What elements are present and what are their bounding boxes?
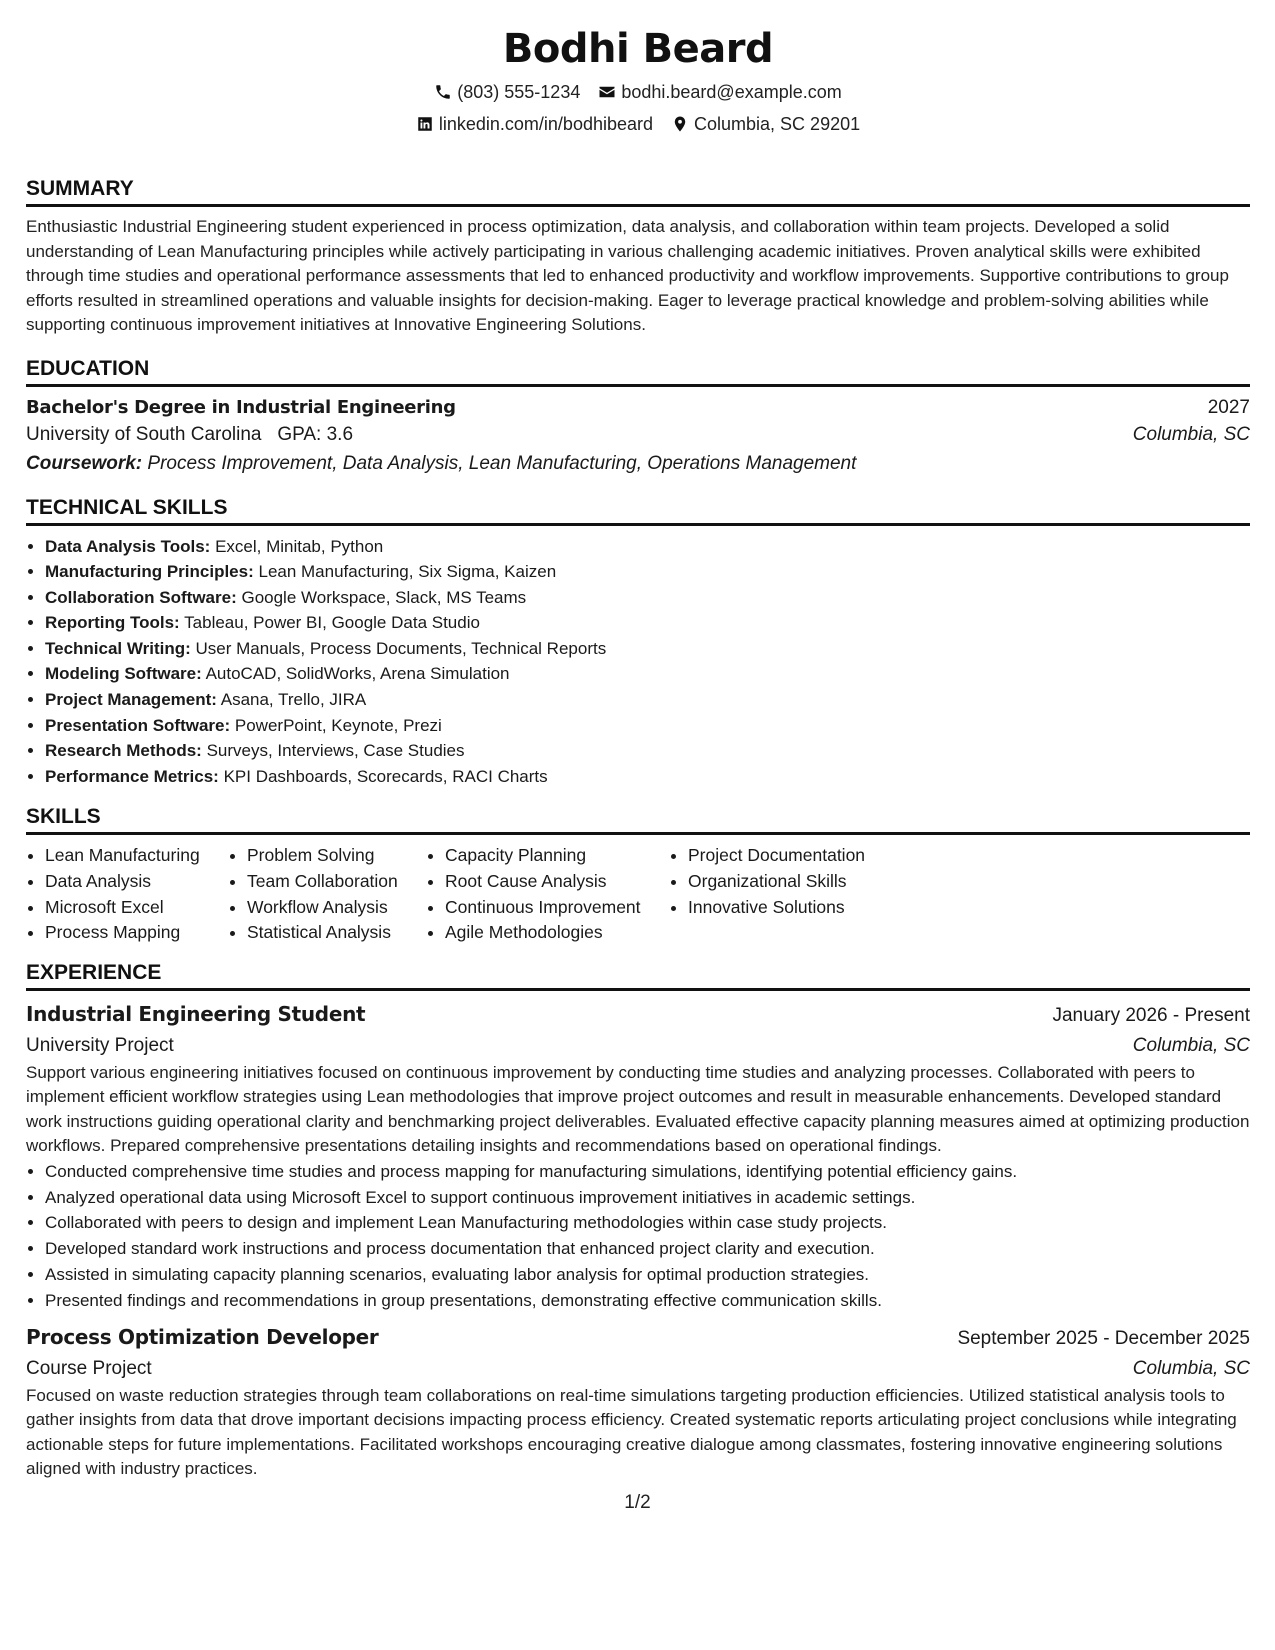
list-item: • Process Mapping — [45, 920, 228, 946]
list-item: • Organizational Skills — [688, 869, 988, 895]
job-title: Process Optimization Developer — [26, 1324, 379, 1349]
job-dates: September 2025 - December 2025 — [957, 1327, 1250, 1349]
school-location: Columbia, SC — [1132, 423, 1250, 445]
skill-label: Technical Writing: — [45, 638, 191, 658]
coursework — [26, 449, 1250, 479]
list-item: • Presented findings and recommendations in group presentations, demonstrating effective communication skills. — [45, 1288, 1250, 1314]
experience-heading: EXPERIENCE — [26, 960, 1250, 991]
list-item: • Lean Manufacturing — [45, 843, 228, 869]
skill-value: Lean Manufacturing, Six Sigma, Kaizen — [258, 562, 557, 582]
skill-label: Reporting Tools: — [45, 613, 180, 633]
job-org: Course Project — [26, 1357, 152, 1379]
job-title: Industrial Engineering Student — [26, 1001, 366, 1026]
summary-heading: SUMMARY — [26, 176, 1250, 207]
linkedin-contact[interactable] — [416, 112, 653, 136]
phone-icon — [434, 83, 452, 101]
skill-label: Collaboration Software: — [45, 587, 237, 607]
list-item — [45, 559, 1250, 585]
skills-grid — [26, 843, 1250, 945]
skill-value: Surveys, Interviews, Case Studies — [206, 741, 465, 761]
list-item: • Project Documentation — [688, 843, 988, 869]
degree-row — [26, 395, 1250, 421]
skill-label: Modeling Software: — [45, 664, 202, 684]
job-org: University Project — [26, 1034, 174, 1056]
graduation-year: 2027 — [1207, 396, 1250, 418]
list-item — [45, 610, 1250, 636]
linkedin-icon — [416, 115, 434, 133]
skill-value: User Manuals, Process Documents, Technical Reports — [195, 638, 607, 658]
list-item: • Workflow Analysis — [247, 895, 426, 921]
skill-value: AutoCAD, SolidWorks, Arena Simulation — [205, 664, 510, 684]
list-item: • Statistical Analysis — [247, 920, 426, 946]
skill-value: Asana, Trello, JIRA — [220, 690, 367, 710]
skill-label: Performance Metrics: — [45, 766, 219, 786]
skill-value: PowerPoint, Keynote, Prezi — [234, 715, 442, 735]
list-item: • Developed standard work instructions and process documentation that enhanced project clarity and execution. — [45, 1236, 1250, 1262]
list-item — [45, 687, 1250, 713]
list-item: • Data Analysis — [45, 869, 228, 895]
list-item: • Agile Methodologies — [445, 920, 669, 946]
list-item: • Problem Solving — [247, 843, 426, 869]
skill-value: Excel, Minitab, Python — [215, 536, 384, 556]
job-description: Support various engineering initiatives focused on continuous improvement by conducting time studies and analyzing processes. Collaborated with peers to implement efficient workflow strategies using Lean methodologies that improve project outcomes and result in measurable enhancements. Developed standard work instructions guiding operational clarity and benchmarking project deliverables. Evaluated effective capacity planning measures aimed at optimizing production workflows. Prepared comprehensive presentations detailing insights and recommendations based on operational findings. — [26, 1062, 1250, 1156]
gpa: GPA: 3.6 — [277, 423, 354, 445]
skills-heading: SKILLS — [26, 804, 1250, 835]
list-item: • Conducted comprehensive time studies and process mapping for manufacturing simulations, identifying potential efficiency gains. — [45, 1159, 1250, 1185]
list-item: • Continuous Improvement — [445, 895, 669, 921]
job-description: Focused on waste reduction strategies through team collaborations on real-time simulations targeting production efficiencies. Utilized statistical analysis tools to gather insights from data that drove important decisions impacting process efficiency. Created systematic reports articulating project conclusions while integrating actionable steps for future implementations. Facilitated workshops encouraging creative dialogue among classmates, fostering innovative engineering solutions aligned with industry practices. — [26, 1385, 1237, 1479]
skill-label: Presentation Software: — [45, 715, 231, 735]
job-bullets — [26, 1159, 1250, 1314]
skill-label: Project Management: — [45, 690, 217, 710]
skill-value: KPI Dashboards, Scorecards, RACI Charts — [223, 766, 548, 786]
list-item — [45, 764, 1250, 790]
job-header — [26, 1322, 1250, 1354]
job-entry — [26, 999, 1250, 1314]
skills-column-2 — [228, 843, 426, 945]
summary-text: Enthusiastic Industrial Engineering student experienced in process optimization, data analysis, and collaboration within team projects. Developed a solid understanding of Lean Manufacturing principles while actively participating in various challenging academic initiatives. Proven analytical skills were exhibited through time studies and operational performance assessments that led to enhanced productivity and workflow improvements. Supportive contributions to group efforts resulted in streamlined operations and valuable insights for decision-making. Eager to leverage practical knowledge and problem-solving abilities while supporting continuous improvement initiatives at Innovative Engineering Solutions. — [26, 217, 1229, 334]
skills-column-3 — [426, 843, 669, 945]
list-item — [45, 534, 1250, 560]
list-item — [45, 713, 1250, 739]
list-item — [45, 661, 1250, 687]
technical-skills-heading: TECHNICAL SKILLS — [26, 495, 1250, 526]
coursework-label: Coursework: — [26, 452, 143, 474]
skill-label: Data Analysis Tools: — [45, 536, 211, 556]
phone-contact — [434, 80, 580, 104]
list-item: • Root Cause Analysis — [445, 869, 669, 895]
job-dates: January 2026 - Present — [1052, 1004, 1250, 1026]
skill-label: Manufacturing Principles: — [45, 562, 254, 582]
school-name: University of South Carolina — [26, 423, 262, 445]
degree-name: Bachelor's Degree in Industrial Engineering — [26, 396, 456, 418]
email-text: bodhi.beard@example.com — [621, 82, 842, 102]
phone-text: (803) 555-1234 — [457, 82, 581, 102]
technical-skills-list — [26, 534, 1250, 790]
job-entry — [26, 1322, 1250, 1482]
skill-value: Google Workspace, Slack, MS Teams — [241, 587, 527, 607]
job-org-row — [26, 1031, 1250, 1061]
technical-skills-section — [26, 495, 1250, 790]
skills-column-1 — [26, 843, 228, 945]
contact-line-1 — [26, 80, 1250, 104]
linkedin-text: linkedin.com/in/bodhibeard — [438, 114, 654, 134]
map-pin-icon — [671, 115, 689, 133]
list-item: • Microsoft Excel — [45, 895, 228, 921]
list-item — [45, 636, 1250, 662]
job-location: Columbia, SC — [1132, 1034, 1250, 1056]
location-text: Columbia, SC 29201 — [694, 114, 861, 134]
experience-section — [26, 960, 1250, 1482]
job-header — [26, 999, 1250, 1031]
job-org-row — [26, 1354, 1250, 1384]
list-item: • Innovative Solutions — [688, 895, 988, 921]
skills-column-4 — [669, 843, 988, 945]
school-row — [26, 421, 1250, 449]
list-item — [45, 585, 1250, 611]
job-location: Columbia, SC — [1132, 1357, 1250, 1379]
summary-section — [26, 176, 1250, 338]
contact-line-2 — [26, 112, 1250, 136]
candidate-name: Bodhi Beard — [502, 26, 774, 72]
list-item: • Assisted in simulating capacity planning scenarios, evaluating labor analysis for optimal production strategies. — [45, 1262, 1250, 1288]
list-item — [45, 738, 1250, 764]
education-section — [26, 356, 1250, 479]
list-item: • Analyzed operational data using Microsoft Excel to support continuous improvement initiatives in academic settings. — [45, 1185, 1250, 1211]
skills-section — [26, 804, 1250, 945]
resume-page — [26, 0, 1250, 1482]
list-item: • Collaborated with peers to design and implement Lean Manufacturing methodologies within case study projects. — [45, 1210, 1250, 1236]
education-heading: EDUCATION — [26, 356, 1250, 387]
email-contact[interactable] — [598, 80, 841, 104]
location-contact — [671, 112, 860, 136]
list-item: • Capacity Planning — [445, 843, 669, 869]
skill-value: Tableau, Power BI, Google Data Studio — [184, 613, 480, 633]
page-number: 1/2 — [624, 1492, 651, 1513]
skill-label: Research Methods: — [45, 741, 202, 761]
coursework-list: Process Improvement, Data Analysis, Lean Manufacturing, Operations Management — [147, 452, 857, 474]
school-info — [26, 421, 353, 449]
list-item: • Team Collaboration — [247, 869, 426, 895]
envelope-icon — [598, 83, 616, 101]
